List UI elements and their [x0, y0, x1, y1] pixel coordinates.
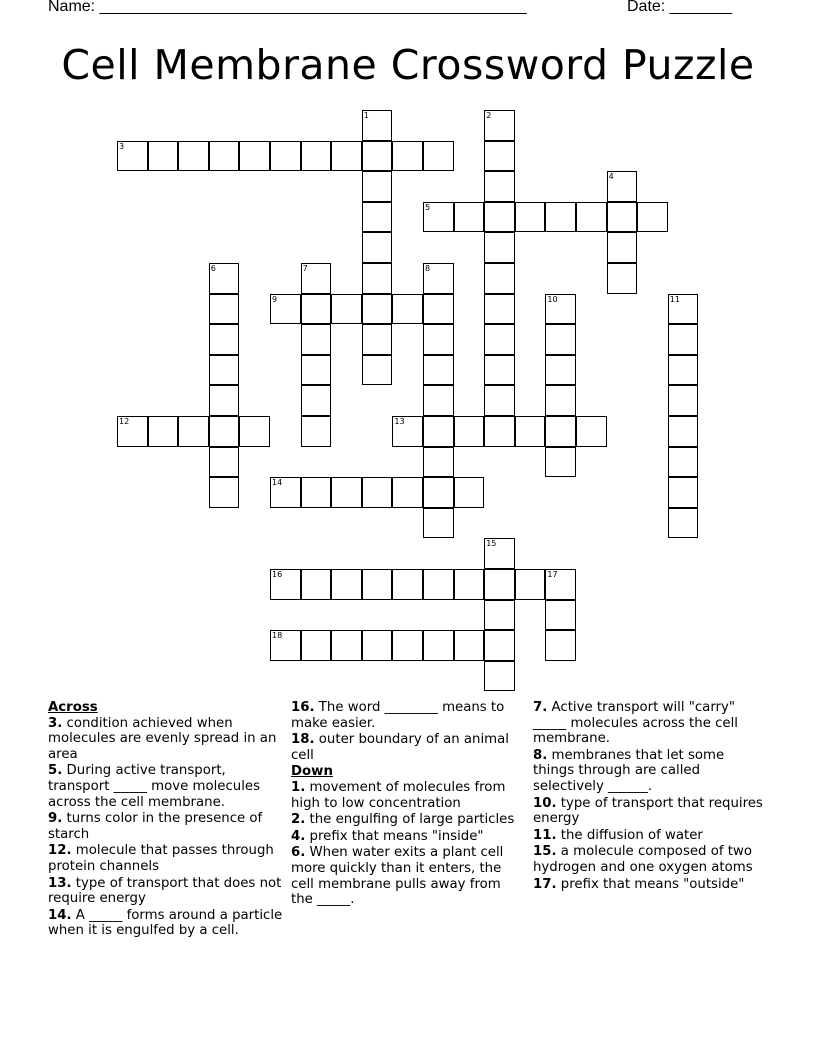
- clue-item: [291, 780, 526, 811]
- grid-cell[interactable]: [331, 569, 362, 600]
- clue-item-text: During active transport, transport _____ move molecules across the cell membrane.: [48, 763, 261, 810]
- clue-item-text: type of transport that requires energy: [533, 795, 763, 827]
- clue-item-number: 8.: [533, 747, 548, 763]
- grid-cell[interactable]: [545, 202, 576, 233]
- clue-number: 11: [669, 294, 680, 304]
- grid-cell[interactable]: [668, 294, 699, 325]
- clue-number: 8: [425, 264, 431, 273]
- grid-cell[interactable]: [454, 477, 485, 508]
- grid-cell[interactable]: [301, 355, 332, 386]
- clue-item: [533, 700, 768, 747]
- grid-cell[interactable]: [209, 141, 240, 172]
- grid-cell[interactable]: [178, 416, 209, 447]
- grid-cell[interactable]: [423, 202, 454, 233]
- grid-cell[interactable]: [607, 171, 638, 202]
- clue-number: 17: [547, 570, 558, 579]
- grid-cell[interactable]: [362, 171, 393, 202]
- clue-number: 5: [425, 202, 431, 212]
- grid-cell[interactable]: [545, 416, 576, 447]
- clue-item-number: 7.: [533, 700, 548, 715]
- grid-cell[interactable]: [484, 569, 515, 600]
- clue-item-text: molecule that passes through protein channels: [48, 843, 274, 874]
- grid-cell[interactable]: [362, 202, 393, 233]
- grid-cell[interactable]: [362, 263, 393, 294]
- grid-cell[interactable]: [423, 630, 454, 661]
- clue-item-text: the diffusion of water: [556, 827, 703, 843]
- grid-cell[interactable]: [270, 294, 301, 325]
- grid-cell[interactable]: [209, 447, 240, 478]
- clue-item-number: 1.: [291, 779, 306, 795]
- clue-item: [48, 843, 283, 874]
- clue-item: [291, 700, 526, 731]
- grid-cell[interactable]: [392, 569, 423, 600]
- clue-number: 6: [210, 264, 216, 273]
- grid-cell[interactable]: [392, 477, 423, 508]
- grid-cell[interactable]: [362, 232, 393, 263]
- grid-cell[interactable]: [484, 141, 515, 172]
- clue-number: 7: [302, 264, 308, 273]
- date-line[interactable]: Date: _______: [627, 0, 732, 15]
- clue-item: [291, 812, 526, 828]
- grid-cell[interactable]: [607, 263, 638, 294]
- clue-number: 4: [608, 172, 614, 182]
- grid-cell[interactable]: [484, 232, 515, 263]
- grid-cell[interactable]: [668, 477, 699, 508]
- grid-cell[interactable]: [484, 324, 515, 355]
- clue-item-number: 16.: [291, 700, 315, 715]
- grid-cell[interactable]: [209, 263, 240, 294]
- down-heading: Down: [291, 764, 333, 780]
- clue-item-number: 13.: [48, 875, 72, 891]
- clue-item-text: The word ________ means to make easier.: [291, 700, 505, 731]
- grid-cell[interactable]: [423, 508, 454, 539]
- grid-cell[interactable]: [484, 661, 515, 692]
- grid-cell[interactable]: [148, 416, 179, 447]
- grid-cell[interactable]: [362, 630, 393, 661]
- clue-item: [291, 732, 526, 763]
- grid-cell[interactable]: [239, 416, 270, 447]
- grid-cell[interactable]: [545, 385, 576, 416]
- grid-cell[interactable]: [209, 477, 240, 508]
- clue-item-number: 6.: [291, 845, 306, 861]
- grid-cell[interactable]: [454, 416, 485, 447]
- clue-item: [533, 877, 768, 893]
- clue-item-number: 5.: [48, 763, 63, 779]
- grid-cell[interactable]: [209, 385, 240, 416]
- grid-cell[interactable]: [515, 569, 546, 600]
- grid-cell[interactable]: [239, 141, 270, 172]
- grid-cell[interactable]: [423, 141, 454, 172]
- clue-item-number: 2.: [291, 812, 306, 828]
- clue-item-text: A _____ forms around a particle when it is engulfed by a cell.: [48, 907, 283, 939]
- clues-column-3: [533, 700, 768, 893]
- grid-cell[interactable]: [423, 324, 454, 355]
- grid-cell[interactable]: [301, 569, 332, 600]
- across-heading: Across: [48, 700, 98, 715]
- grid-cell[interactable]: [545, 630, 576, 661]
- grid-cell[interactable]: [301, 324, 332, 355]
- clue-number: 12: [119, 417, 130, 426]
- clue-item: [533, 748, 768, 795]
- clue-item-number: 10.: [533, 795, 557, 811]
- grid-cell[interactable]: [423, 447, 454, 478]
- grid-cell[interactable]: [331, 477, 362, 508]
- grid-cell[interactable]: [148, 141, 179, 172]
- grid-cell[interactable]: [484, 538, 515, 569]
- grid-cell[interactable]: [209, 294, 240, 325]
- clue-number: 2: [486, 111, 492, 120]
- page-title: Cell Membrane Crossword Puzzle: [61, 41, 755, 89]
- grid-cell[interactable]: [545, 569, 576, 600]
- grid-cell[interactable]: [423, 569, 454, 600]
- grid-cell[interactable]: [270, 569, 301, 600]
- grid-cell[interactable]: [484, 263, 515, 294]
- grid-cell[interactable]: [362, 324, 393, 355]
- clue-item: [291, 829, 526, 845]
- grid-cell[interactable]: [423, 355, 454, 386]
- grid-cell[interactable]: [484, 171, 515, 202]
- clue-item-number: 14.: [48, 907, 72, 923]
- grid-cell[interactable]: [301, 630, 332, 661]
- grid-cell[interactable]: [423, 385, 454, 416]
- clue-item: [48, 876, 283, 907]
- clue-number: 16: [272, 570, 283, 579]
- grid-cell[interactable]: [270, 477, 301, 508]
- grid-cell[interactable]: [545, 324, 576, 355]
- grid-cell[interactable]: [331, 141, 362, 172]
- grid-cell[interactable]: [668, 447, 699, 478]
- clue-item: [533, 796, 768, 827]
- grid-cell[interactable]: [515, 202, 546, 233]
- clue-item-number: 18.: [291, 732, 315, 748]
- grid-cell[interactable]: [209, 416, 240, 447]
- grid-cell[interactable]: [576, 202, 607, 233]
- grid-cell[interactable]: [637, 202, 668, 233]
- name-line[interactable]: Name: ________________________________________________: [48, 0, 527, 15]
- clue-item-number: 3.: [48, 715, 63, 731]
- clue-item: [48, 811, 283, 842]
- grid-cell[interactable]: [392, 416, 423, 447]
- grid-cell[interactable]: [484, 294, 515, 325]
- grid-cell[interactable]: [545, 294, 576, 325]
- clue-item: [48, 716, 283, 763]
- clue-item-number: 4.: [291, 828, 306, 844]
- grid-cell[interactable]: [668, 324, 699, 355]
- grid-cell[interactable]: [484, 600, 515, 631]
- grid-cell[interactable]: [668, 508, 699, 539]
- clue-number: 13: [394, 417, 405, 426]
- clue-item: [48, 908, 283, 939]
- clue-number: 3: [119, 141, 125, 151]
- clue-item-number: 17.: [533, 876, 557, 892]
- clue-item-number: 9.: [48, 811, 63, 827]
- clue-item-number: 11.: [533, 827, 557, 843]
- grid-cell[interactable]: [392, 294, 423, 325]
- grid-cell[interactable]: [301, 416, 332, 447]
- clues-column-2: [291, 700, 526, 909]
- grid-cell[interactable]: [301, 294, 332, 325]
- grid-cell[interactable]: [270, 630, 301, 661]
- clue-item-number: 12.: [48, 843, 72, 859]
- clue-item-text: prefix that means "inside": [305, 828, 484, 844]
- clue-number: 15: [486, 539, 497, 549]
- grid-cell[interactable]: [668, 355, 699, 386]
- grid-cell[interactable]: [545, 447, 576, 478]
- grid-cell[interactable]: [270, 141, 301, 172]
- clue-item-text: Active transport will "carry" _____ molecules across the cell membrane.: [533, 700, 738, 747]
- grid-cell[interactable]: [607, 232, 638, 263]
- grid-cell[interactable]: [484, 385, 515, 416]
- grid-cell[interactable]: [545, 355, 576, 386]
- clue-item-number: 15.: [533, 844, 557, 860]
- clue-number: 10: [547, 294, 558, 304]
- grid-cell[interactable]: [668, 385, 699, 416]
- grid-cell[interactable]: [362, 110, 393, 141]
- grid-cell[interactable]: [423, 263, 454, 294]
- grid-cell[interactable]: [392, 141, 423, 172]
- grid-cell[interactable]: [484, 355, 515, 386]
- clue-item: [533, 828, 768, 844]
- grid-cell[interactable]: [454, 569, 485, 600]
- grid-cell[interactable]: [454, 202, 485, 233]
- grid-cell[interactable]: [392, 630, 423, 661]
- clue-item-text: movement of molecules from high to low concentration: [291, 779, 506, 811]
- grid-cell[interactable]: [117, 416, 148, 447]
- clue-item: [48, 763, 283, 810]
- grid-cell[interactable]: [545, 600, 576, 631]
- grid-cell[interactable]: [301, 141, 332, 172]
- grid-cell[interactable]: [117, 141, 148, 172]
- grid-cell[interactable]: [301, 385, 332, 416]
- grid-cell[interactable]: [362, 569, 393, 600]
- grid-cell[interactable]: [576, 416, 607, 447]
- clue-item-text: turns color in the presence of starch: [48, 811, 263, 842]
- grid-cell[interactable]: [484, 630, 515, 661]
- grid-cell[interactable]: [423, 477, 454, 508]
- grid-cell[interactable]: [331, 630, 362, 661]
- grid-cell[interactable]: [423, 416, 454, 447]
- grid-cell[interactable]: [331, 294, 362, 325]
- grid-cell[interactable]: [668, 416, 699, 447]
- clue-item-text: When water exits a plant cell more quickly than it enters, the cell membrane pulls away from the _____.: [291, 845, 504, 908]
- grid-cell[interactable]: [484, 202, 515, 233]
- clue-item: [291, 845, 526, 907]
- clue-item-text: type of transport that does not require energy: [48, 875, 282, 907]
- clue-number: 14: [272, 478, 283, 488]
- clue-item-text: prefix that means "outside": [556, 876, 745, 892]
- clue-number: 9: [272, 294, 278, 304]
- grid-cell[interactable]: [515, 416, 546, 447]
- clue-item-text: a molecule composed of two hydrogen and one oxygen atoms: [533, 844, 753, 875]
- grid-cell[interactable]: [362, 294, 393, 325]
- grid-cell[interactable]: [178, 141, 209, 172]
- grid-cell[interactable]: [607, 202, 638, 233]
- clue-number: 1: [363, 111, 369, 120]
- grid-cell[interactable]: [362, 141, 393, 172]
- grid-cell[interactable]: [362, 477, 393, 508]
- grid-cell[interactable]: [484, 110, 515, 141]
- grid-cell[interactable]: [362, 355, 393, 386]
- grid-cell[interactable]: [301, 477, 332, 508]
- grid-cell[interactable]: [423, 294, 454, 325]
- grid-cell[interactable]: [209, 324, 240, 355]
- clue-item-text: the engulfing of large particles: [305, 812, 515, 828]
- clue-item: [533, 844, 768, 875]
- clue-item-text: outer boundary of an animal cell: [291, 732, 509, 763]
- clue-number: 18: [272, 631, 283, 641]
- grid-cell[interactable]: [301, 263, 332, 294]
- clues-column-1: [48, 700, 283, 940]
- clue-item-text: condition achieved when molecules are evenly spread in an area: [48, 715, 277, 762]
- grid-cell[interactable]: [209, 355, 240, 386]
- clue-item-text: membranes that let some things through are called selectively ______.: [533, 747, 725, 794]
- grid-cell[interactable]: [484, 416, 515, 447]
- grid-cell[interactable]: [454, 630, 485, 661]
